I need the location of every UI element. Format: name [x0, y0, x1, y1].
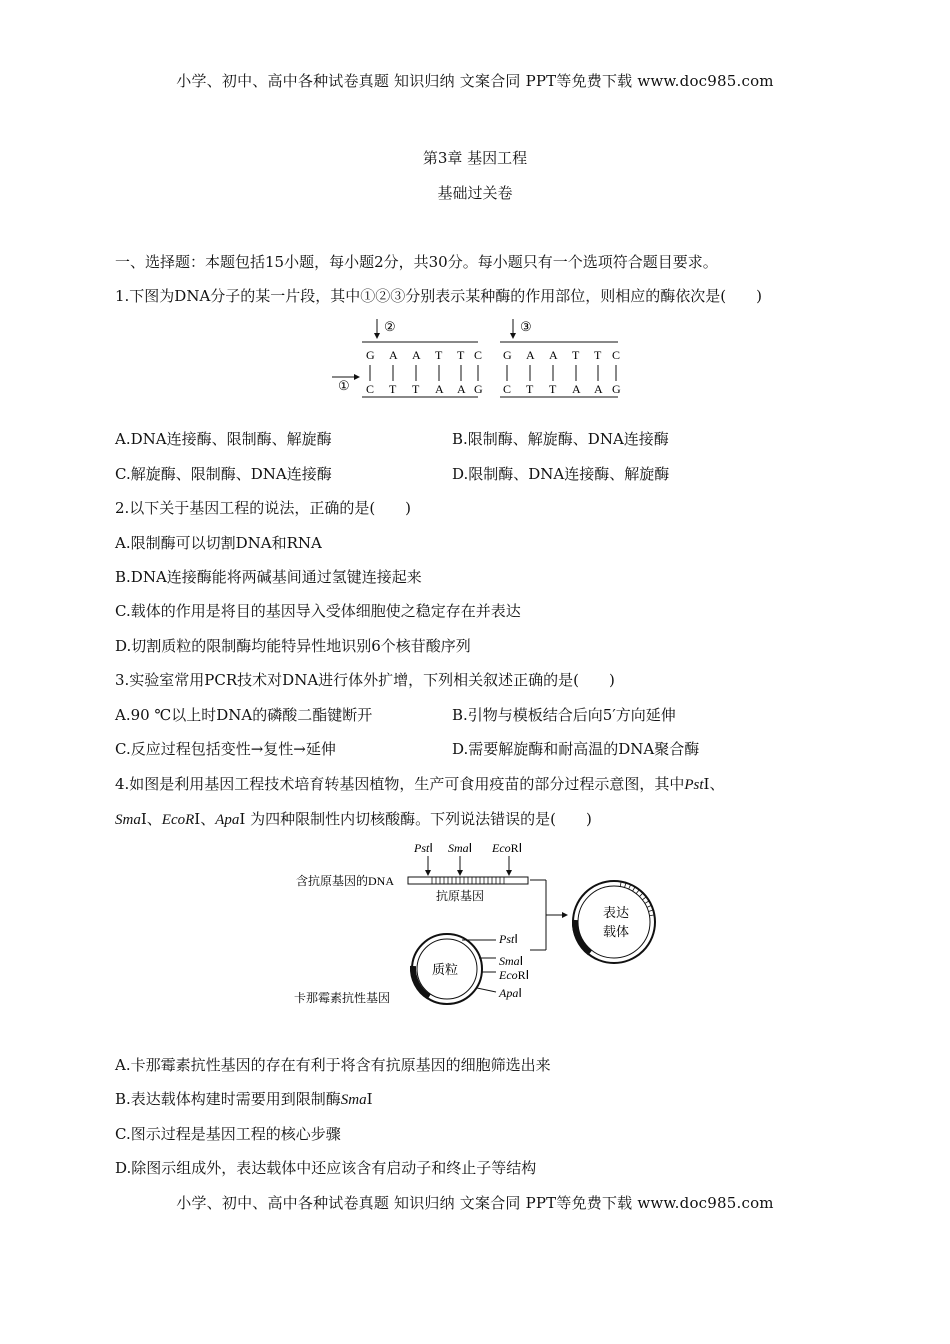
base-top-7: A — [526, 348, 535, 362]
base-bottom-7: T — [526, 382, 534, 396]
svg-text:PstⅠ: PstⅠ — [499, 932, 518, 946]
base-bottom-0: C — [366, 382, 375, 396]
label-antigen-gene: 抗原基因 — [436, 889, 485, 903]
q3-option-c: C.反应过程包括变性→复性→延伸 — [115, 740, 336, 758]
separator: 、 — [146, 810, 162, 828]
base-top-4: T — [457, 348, 465, 362]
question-4-stem-line1 — [115, 773, 724, 794]
question-1-stem: 1.下图为DNA分子的某一片段，其中①②③分别表示某种酶的作用部位，则相应的酶依次是( ) — [115, 287, 763, 305]
base-bottom-5: G — [474, 382, 483, 396]
section-heading: 一、选择题：本题包括15小题，每小题2分，共30分。每小题只有一个选项符合题目要求。 — [115, 253, 718, 271]
question-2-stem: 2.以下关于基因工程的说法，正确的是( ) — [115, 499, 412, 517]
label-plasmid: 质粒 — [432, 962, 459, 977]
base-top-2: A — [412, 348, 421, 362]
mark-1: ① — [338, 378, 350, 393]
base-bottom-4: A — [457, 382, 466, 396]
base-top-6: G — [503, 348, 512, 362]
label-pst: Pst — [414, 841, 430, 855]
q1-option-d: D.限制酶、DNA连接酶、解旋酶 — [452, 465, 670, 483]
q4-option-b-text: B.表达载体构建时需要用到限制酶 — [115, 1090, 341, 1108]
q4-option-b — [115, 1088, 373, 1109]
base-top-10: T — [594, 348, 602, 362]
label-sma: Sma — [448, 841, 469, 855]
q4-stem-text-2: 为四种限制性内切核酸酶。下列说法错误的是( ) — [250, 810, 592, 828]
q4-option-c: C.图示过程是基因工程的核心步骤 — [115, 1125, 341, 1143]
base-bottom-3: A — [435, 382, 444, 396]
svg-text:ApaⅠ: ApaⅠ — [499, 986, 522, 1000]
roman-numeral: Ⅰ — [239, 810, 246, 828]
q2-option-d: D.切割质粒的限制酶均能特异性地识别6个核苷酸序列 — [115, 637, 471, 655]
base-bottom-9: A — [572, 382, 581, 396]
enzyme-apa: Apa — [215, 812, 240, 828]
enzyme-sma: Sma — [115, 812, 141, 828]
label-eco: Eco — [492, 841, 511, 855]
q3-option-b: B.引物与模板结合后向5′方向延伸 — [452, 706, 676, 724]
base-top-0: G — [366, 348, 375, 362]
page-header: 小学、初中、高中各种试卷真题 知识归纳 文案合同 PPT等免费下载 www.doc985.com — [176, 72, 774, 90]
question-4-stem-line2 — [115, 808, 592, 829]
base-bottom-10: A — [594, 382, 603, 396]
vector-gene-tick — [639, 893, 643, 897]
base-top-3: T — [435, 348, 443, 362]
q4-option-d: D.除图示组成外，表达载体中还应该含有启动子和终止子等结构 — [115, 1159, 537, 1177]
q2-option-b: B.DNA连接酶能将两碱基间通过氢键连接起来 — [115, 568, 422, 586]
vector-gene-tick — [633, 887, 636, 891]
dna-fragment-figure — [330, 315, 630, 405]
vector-gene-tick — [647, 905, 652, 907]
roman-numeral: Ⅰ — [140, 810, 147, 828]
plasmid-label-eco: Eco — [499, 968, 518, 982]
chapter-title: 第3章 基因工程 — [422, 149, 528, 167]
svg-text:EcoRⅠ: EcoRⅠ — [492, 841, 523, 855]
vector-construction-figure — [290, 836, 670, 1016]
q1-option-c: C.解旋酶、限制酶、DNA连接酶 — [115, 465, 332, 483]
base-top-9: T — [572, 348, 580, 362]
enzyme-ecor: EcoR — [161, 812, 195, 828]
roman-numeral: Ⅰ — [366, 1090, 373, 1108]
base-bottom-6: C — [503, 382, 512, 396]
roman-numeral: Ⅰ — [194, 810, 201, 828]
plasmid-label-sma: Sma — [499, 954, 520, 968]
q2-option-a: A.限制酶可以切割DNA和RNA — [115, 534, 322, 552]
separator: 、 — [200, 810, 216, 828]
roman-numeral: Ⅰ — [703, 775, 710, 793]
vector-gene-tick — [629, 885, 631, 890]
plasmid-label-pst: Pst — [499, 932, 515, 946]
plasmid-label-apa: Apa — [499, 986, 519, 1000]
label-dna: 含抗原基因的DNA — [296, 874, 394, 888]
base-bottom-11: G — [612, 382, 621, 396]
base-bottom-1: T — [389, 382, 397, 396]
base-top-8: A — [549, 348, 558, 362]
vector-gene-tick — [636, 890, 639, 894]
q1-option-a: A.DNA连接酶、限制酶、解旋酶 — [115, 430, 332, 448]
base-top-1: A — [389, 348, 398, 362]
q4-option-b-enzyme: Sma — [340, 1092, 367, 1108]
q2-option-c: C.载体的作用是将目的基因导入受体细胞使之稳定存在并表达 — [115, 602, 521, 620]
mark-2: ② — [384, 319, 396, 334]
page-subtitle: 基础过关卷 — [437, 184, 513, 202]
q1-option-b: B.限制酶、解旋酶、DNA连接酶 — [452, 430, 669, 448]
svg-text:SmaⅠ: SmaⅠ — [499, 954, 524, 968]
base-top-11: C — [612, 348, 621, 362]
vector-gene-tick — [642, 897, 646, 900]
label-vector-2: 载体 — [603, 924, 630, 939]
q4-option-a: A.卡那霉素抗性基因的存在有利于将含有抗原基因的细胞筛选出来 — [115, 1056, 551, 1074]
label-vector-1: 表达 — [603, 905, 630, 920]
svg-text:PstⅠ: PstⅠ — [414, 841, 433, 855]
svg-text:EcoRⅠ: EcoRⅠ — [499, 968, 530, 982]
base-bottom-8: T — [549, 382, 557, 396]
label-kanamycin-gene: 卡那霉素抗性基因 — [294, 991, 391, 1005]
base-bottom-2: T — [412, 382, 420, 396]
enzyme-pst: Pst — [684, 777, 704, 793]
page-footer: 小学、初中、高中各种试卷真题 知识归纳 文案合同 PPT等免费下载 www.doc985.com — [176, 1194, 774, 1212]
svg-text:SmaⅠ: SmaⅠ — [448, 841, 473, 855]
q3-option-a: A.90 ℃以上时DNA的磷酸二酯键断开 — [115, 706, 373, 724]
separator: 、 — [709, 775, 725, 793]
q3-option-d: D.需要解旋酶和耐高温的DNA聚合酶 — [452, 740, 700, 758]
base-top-5: C — [474, 348, 483, 362]
question-3-stem: 3.实验室常用PCR技术对DNA进行体外扩增，下列相关叙述正确的是( ) — [115, 671, 615, 689]
mark-3: ③ — [520, 319, 532, 334]
vector-gene-tick — [645, 901, 649, 904]
q4-stem-text: 4.如图是利用基因工程技术培育转基因植物，生产可食用疫苗的部分过程示意图，其中 — [115, 775, 685, 793]
